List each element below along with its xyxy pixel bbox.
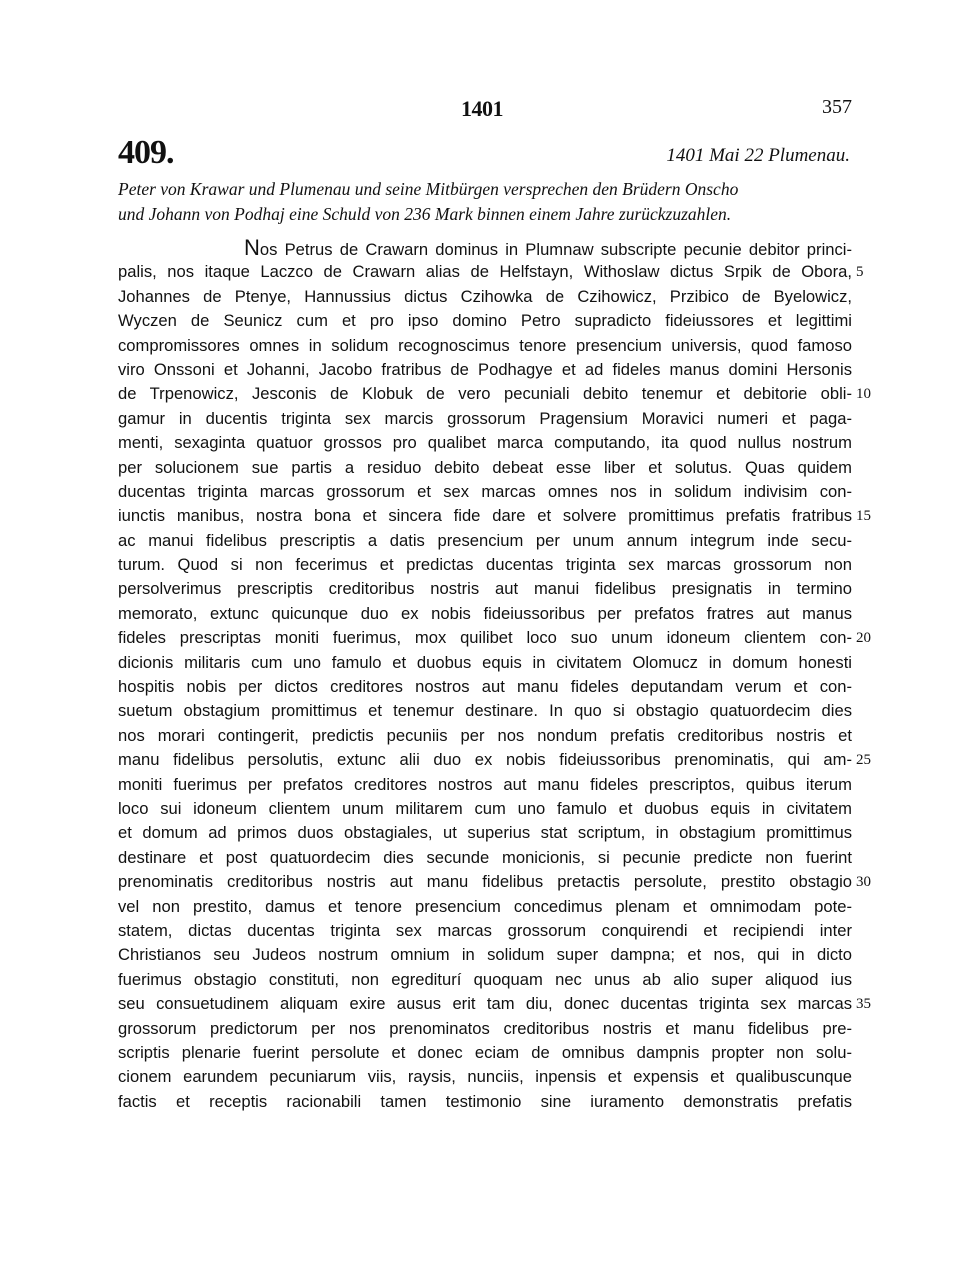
line-number xyxy=(856,529,896,553)
line-number: 10 xyxy=(856,386,871,403)
text-line: vel non prestito, damus et tenore presencium concedimus plenam et omnimodam pote- xyxy=(118,896,852,916)
line-number: 25 xyxy=(856,752,871,769)
line-number xyxy=(856,407,896,431)
text-line: manu fidelibus persolutis, extunc alii duo ex nobis fideiussoribus prenominatis, qui am- xyxy=(118,750,852,770)
line-number xyxy=(856,797,896,821)
text-line: fideles prescriptas moniti fuerimus, mox quilibet loco suo unum idoneum clientem con- xyxy=(118,628,852,648)
page-number: 357 xyxy=(822,96,852,118)
line-number xyxy=(856,699,896,723)
line-number xyxy=(856,236,896,260)
text-line-content: os Petrus de Crawarn dominus in Plumnaw subscripte pecunie debitor princi- xyxy=(259,240,852,259)
text-line: palis, nos itaque Laczco de Crawarn alias de Helfstayn, Withoslaw dictus Srpik de Obora, xyxy=(118,262,852,282)
line-number: 35 xyxy=(856,996,871,1013)
text-line: et domum ad primos duos obstagiales, ut superius stat scriptum, in obstagium promittimus xyxy=(118,823,852,843)
line-number xyxy=(856,577,896,601)
line-number: 15 xyxy=(856,508,871,525)
line-number-margin xyxy=(856,236,896,1114)
line-number xyxy=(856,456,896,480)
text-line: Johannes de Ptenye, Hannussius dictus Czihowka de Czihowicz, Przibico de Byelowicz, xyxy=(118,286,852,306)
initial-letter: N xyxy=(244,235,260,260)
text-line: dicionis militaris cum uno famulo et duobus equis in civitatem Olomucz in domum honesti xyxy=(118,652,852,672)
line-number xyxy=(856,773,896,797)
text-line: destinare et post quatuordecim dies secunde monicionis, si pecunie predicte non fuerint xyxy=(118,847,852,867)
line-number xyxy=(856,1065,896,1089)
text-line: persolverimus prescriptis creditoribus nostris aut manui fidelibus presignatis in termino xyxy=(118,579,852,599)
text-line: prenominatis creditoribus nostris aut manu fidelibus pretactis persolute, prestito obstagio xyxy=(118,872,852,892)
text-line: Wyczen de Seunicz cum et pro ipso domino Petro supradicto fideiussores et legittimi xyxy=(118,311,852,331)
line-number xyxy=(856,968,896,992)
text-line: hospitis nobis per dictos creditores nostros aut manu fideles deputandam verum et con- xyxy=(118,677,852,697)
document-summary xyxy=(118,177,852,227)
line-number xyxy=(856,431,896,455)
text-line: statem, dictas ducentas triginta sex marcas grossorum conquirendi et recipiendi inter xyxy=(118,920,852,940)
text-line: suetum obstagium promittimus et tenemur destinare. In quo si obstagio quatuordecim dies xyxy=(118,701,852,721)
line-number xyxy=(856,724,896,748)
text-line: gamur in ducentis triginta sex marcis grossorum Pragensium Moravici numeri et paga- xyxy=(118,408,852,428)
line-number xyxy=(856,480,896,504)
text-line: Christianos seu Judeos nostrum omnium in solidum super dampna; et nos, qui in dicto xyxy=(118,945,852,965)
text-line: cionem earundem pecuniarum viis, raysis, nunciis, inpensis et expensis et qualibuscunque xyxy=(118,1067,852,1087)
text-line: nos morari contingerit, predictis pecuniis per nos nondum prefatis creditoribus nostris et xyxy=(118,725,852,745)
summary-line: Peter von Krawar und Plumenau und seine Mitbürgen versprechen den Brüdern Onscho xyxy=(118,179,739,199)
text-line: viro Onssoni et Johanni, Jacobo fratribus de Podhagye et ad fideles manus domini Hersonis xyxy=(118,359,852,379)
line-number: 30 xyxy=(856,874,871,891)
line-number xyxy=(856,285,896,309)
document-body xyxy=(118,236,852,1114)
text-line: ac manui fidelibus prescriptis a datis presencium per unum annum integrum inde secu- xyxy=(118,530,852,550)
line-number xyxy=(856,358,896,382)
running-header-year: 1401 xyxy=(461,96,503,121)
line-number xyxy=(856,651,896,675)
text-line: menti, sexaginta quatuor grossos pro qualibet marca computando, ita quod nullus nostrum xyxy=(118,433,852,453)
line-number xyxy=(856,675,896,699)
line-number xyxy=(856,919,896,943)
line-number: 20 xyxy=(856,630,871,647)
line-number xyxy=(856,821,896,845)
document-date-place: 1401 Mai 22 Plumenau. xyxy=(666,145,850,166)
text-line: fuerimus obstagio constituti, non egrediturí quoquam nec unus ab alio super aliquod ius xyxy=(118,969,852,989)
text-line: memorato, extunc quicunque duo ex nobis fideiussoribus per prefatos fratres aut manus xyxy=(118,603,852,623)
line-number xyxy=(856,553,896,577)
text-line: ducentas triginta marcas grossorum et sex marcas omnes nos in solidum indivisim con- xyxy=(118,481,852,501)
line-number xyxy=(856,1017,896,1041)
line-number xyxy=(856,602,896,626)
line-number xyxy=(856,1041,896,1065)
text-line: per solucionem sue partis a residuo debito debeat esse liber et solutus. Quas quidem xyxy=(118,457,852,477)
text-line: scriptis plenarie fuerint persolute et donec eciam de omnibus dampnis propter non solu- xyxy=(118,1042,852,1062)
line-number xyxy=(856,846,896,870)
line-number xyxy=(856,309,896,333)
line-number: 5 xyxy=(856,264,864,281)
text-line xyxy=(118,236,852,260)
text-line: moniti fuerimus per prefatos creditores nostros aut manu fideles prescriptos, quibus iterum xyxy=(118,774,852,794)
text-line: seu consuetudinem aliquam exire ausus erit tam diu, donec ducentas triginta sex marcas xyxy=(118,994,852,1014)
text-line: loco sui idoneum clientem unum militarem cum uno famulo et duobus equis in civitatem xyxy=(118,798,852,818)
line-number xyxy=(856,895,896,919)
summary-line: und Johann von Podhaj eine Schuld von 236 Mark binnen einem Jahre zurückzuzahlen. xyxy=(118,204,732,224)
line-number xyxy=(856,334,896,358)
text-line: factis et receptis racionabili tamen testimonio sine iuramento demonstratis prefatis xyxy=(118,1091,852,1111)
text-line: compromissores omnes in solidum recognoscimus tenore presencium universis, quod famoso xyxy=(118,335,852,355)
text-line: iunctis manibus, nostra bona et sincera fide dare et solvere promittimus prefatis fratribus xyxy=(118,506,852,526)
line-number xyxy=(856,943,896,967)
text-line: grossorum predictorum per nos prenominatos creditoribus nostris et manu fidelibus pre- xyxy=(118,1018,852,1038)
text-line: de Trpenowicz, Jesconis de Klobuk de vero pecuniali debito tenemur et debitorie obli- xyxy=(118,384,852,404)
line-number xyxy=(856,1090,896,1114)
document-number: 409. xyxy=(118,134,174,171)
text-line: turum. Quod si non fecerimus et predictas ducentas triginta sex marcas grossorum non xyxy=(118,555,852,575)
